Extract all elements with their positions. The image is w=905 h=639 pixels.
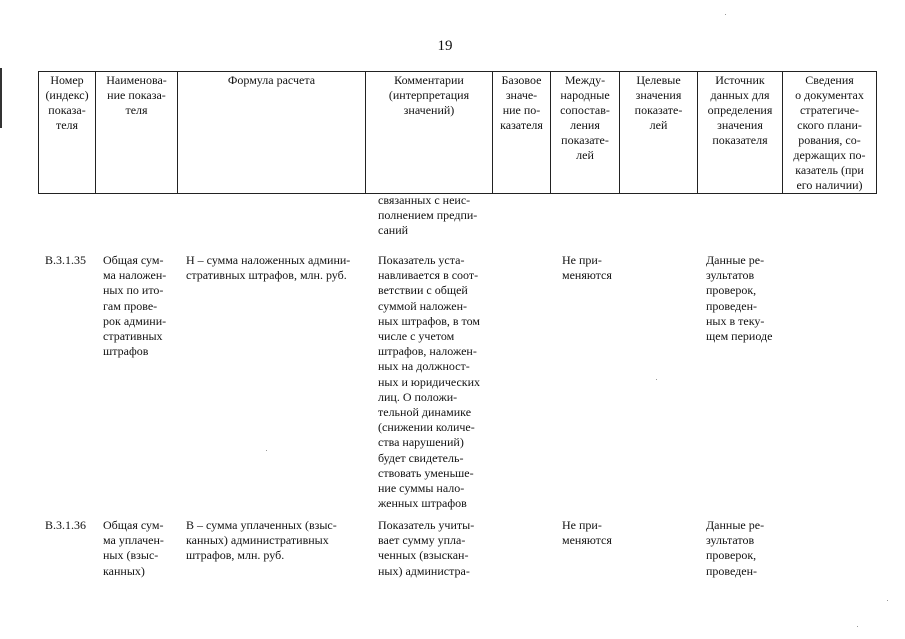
row-comment: Показатель уста- навливается в соот- ветствии с общей суммой наложен- ных штрафов, в том числе с учетом штрафов, наложен- ных на должност- ных и юридических лиц. О положи- тельной динамике (снижении количе- ства нарушений) будет свидетель- ствовать уменьше- ние суммы нало- женных штрафов [378, 253, 481, 511]
header-data-source: Источник данных для определения значения показателя [698, 72, 783, 194]
page-number: 19 [437, 38, 453, 54]
header-index: Номер (индекс) показа- теля [39, 72, 96, 194]
table-header [38, 71, 877, 194]
row-comment: Показатель учиты- вает сумму упла- ченных (взыскан- ных) администра- [378, 518, 475, 578]
header-base-value: Базовое значе- ние по- казателя [493, 72, 551, 194]
header-target-values: Целевые значения показате- лей [620, 72, 698, 194]
continuation-text: связанных с неис- полнением предпи- саний [378, 193, 478, 238]
row-source: Данные ре- зультатов проверок, проведен- ных в теку- щем периоде [706, 253, 773, 344]
header-comments: Комментарии (интерпретация значений) [366, 72, 493, 194]
row-formula: Н – сумма наложенных админи-стративных штрафов, млн. руб. [186, 253, 351, 283]
scan-speck [266, 450, 267, 451]
scan-speck [656, 379, 657, 380]
row-formula: В – сумма уплаченных (взыс-канных) административных штрафов, млн. руб. [186, 518, 337, 563]
page-edge-line [0, 68, 2, 128]
row-code: В.3.1.36 [45, 518, 87, 532]
row-name: Общая сум- ма уплачен- ных (взыс- канных) [103, 518, 164, 578]
header-name: Наименова- ние показа- теля [96, 72, 178, 194]
header-international: Между- народные сопостав- ления показате- лей [551, 72, 620, 194]
scan-speck [725, 14, 726, 15]
header-strategic-docs: Сведения о документах стратегиче- ского плани- рования, со- держащих по- казатель (при его наличии) [783, 72, 877, 194]
row-international: Не при- меняются [562, 518, 612, 548]
row-international: Не при- меняются [562, 253, 612, 283]
row-code: В.3.1.35 [45, 253, 87, 267]
scan-speck [857, 626, 858, 627]
header-formula: Формула расчета [178, 72, 366, 194]
scan-speck [887, 600, 888, 601]
row-source: Данные ре- зультатов проверок, проведен- [706, 518, 765, 578]
row-name: Общая сум- ма наложен- ных по ито- гам прове- рок админи- стративных штрафов [103, 253, 167, 359]
